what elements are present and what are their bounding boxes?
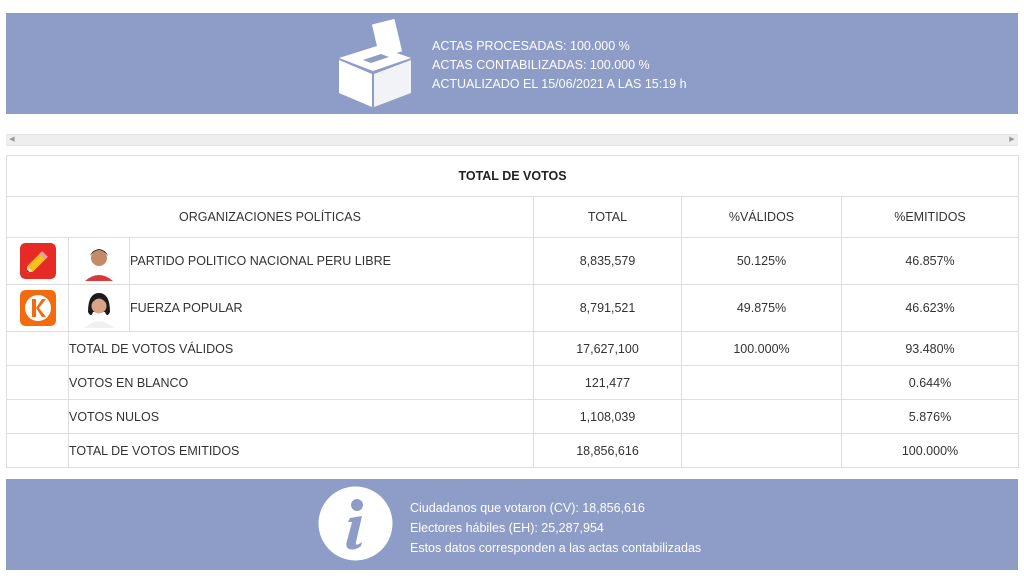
summary-emitidos: 93.480% [842,332,1019,366]
ballot-box-icon [333,18,417,108]
party-validos: 50.125% [682,238,842,285]
table-row [7,434,1019,468]
header-emitidos: %EMITIDOS [842,197,1019,238]
top-banner-text [432,37,687,94]
party-name: PARTIDO POLITICO NACIONAL PERU LIBRE [130,238,534,285]
summary-label: TOTAL DE VOTOS VÁLIDOS [69,332,534,366]
party-validos: 49.875% [682,285,842,332]
party-total: 8,791,521 [534,285,682,332]
bottom-banner-text [410,498,701,558]
candidate-photo-icon [79,241,119,281]
summary-validos [682,366,842,400]
summary-validos: 100.000% [682,332,842,366]
pencil-logo-icon [20,243,56,279]
summary-label: TOTAL DE VOTOS EMITIDOS [69,434,534,468]
table-row [7,238,1019,285]
summary-total: 17,627,100 [534,332,682,366]
table-title-row [7,156,1019,197]
summary-emitidos: 0.644% [842,366,1019,400]
scroll-right-icon[interactable]: ▶ [1009,136,1015,143]
party-emitidos: 46.857% [842,238,1019,285]
header-validos: %VÁLIDOS [682,197,842,238]
table-row [7,366,1019,400]
summary-validos [682,434,842,468]
summary-validos [682,400,842,434]
table-row [7,400,1019,434]
summary-emitidos: 100.000% [842,434,1019,468]
table-row [7,285,1019,332]
party-emitidos: 46.623% [842,285,1019,332]
last-updated: ACTUALIZADO EL 15/06/2021 A LAS 15:19 h [432,77,687,91]
table-title: TOTAL DE VOTOS [7,156,1019,197]
party-total: 8,835,579 [534,238,682,285]
scroll-left-icon[interactable]: ◀ [9,136,15,143]
actas-contabilizadas: ACTAS CONTABILIZADAS: 100.000 % [432,58,650,72]
table-header-row [7,197,1019,238]
candidate-photo-icon [79,288,119,328]
votes-table [6,155,1019,468]
ciudadanos-votaron: Ciudadanos que votaron (CV): 18,856,616 [410,501,645,515]
actas-procesadas: ACTAS PROCESADAS: 100.000 % [432,39,630,53]
data-note: Estos datos corresponden a las actas contabilizadas [410,541,702,555]
summary-total: 1,108,039 [534,400,682,434]
table-row [7,332,1019,366]
summary-label: VOTOS NULOS [69,400,534,434]
summary-total: 121,477 [534,366,682,400]
k-logo-icon [20,290,56,326]
summary-total: 18,856,616 [534,434,682,468]
summary-label: VOTOS EN BLANCO [69,366,534,400]
party-name: FUERZA POPULAR [130,285,534,332]
header-total: TOTAL [534,197,682,238]
header-organizaciones: ORGANIZACIONES POLÍTICAS [7,197,534,238]
info-icon [318,486,393,561]
horizontal-scrollbar[interactable] [6,134,1018,146]
electores-habiles: Electores hábiles (EH): 25,287,954 [410,521,604,535]
summary-emitidos: 5.876% [842,400,1019,434]
